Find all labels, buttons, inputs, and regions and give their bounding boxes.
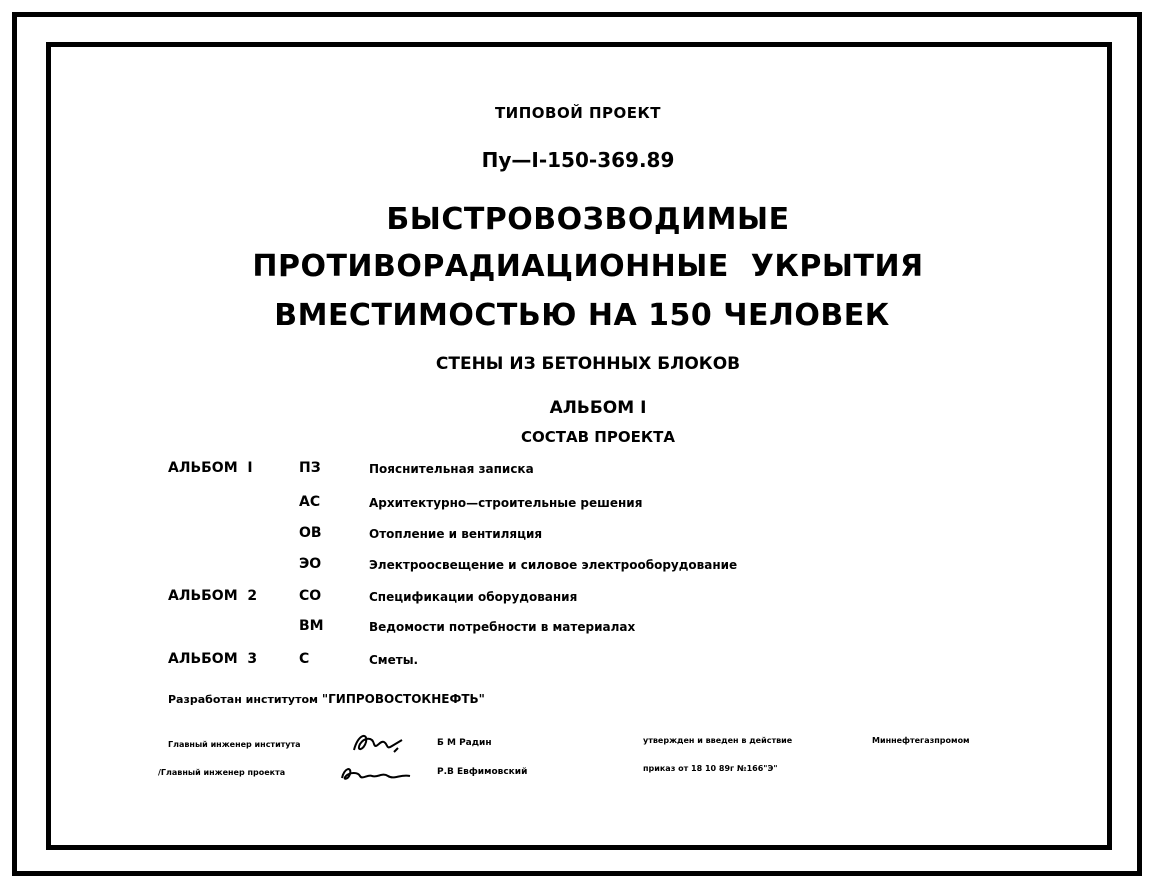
code-cell: ВМ <box>299 618 324 634</box>
chief-engineer-institute-name: Б М Радин <box>437 738 492 748</box>
developer-line <box>168 692 485 706</box>
title-line-1: БЫСТРОВОЗВОДИМЫЕ <box>386 202 790 237</box>
developer-prefix: Разработан институтом <box>168 693 319 706</box>
signature-radin <box>350 728 410 758</box>
code-cell: ОВ <box>299 525 322 541</box>
desc-cell: Ведомости потребности в материалах <box>369 620 636 634</box>
approval-text: утвержден и введен в действие <box>643 736 793 745</box>
contents-row <box>0 618 1156 640</box>
developer-institute: "ГИПРОВОСТОКНЕФТЬ" <box>321 692 485 706</box>
project-type-label: ТИПОВОЙ ПРОЕКТ <box>494 104 662 122</box>
contents-row <box>0 460 1156 482</box>
title-line-2: ПРОТИВОРАДИАЦИОННЫЕ УКРЫТИЯ <box>252 249 924 284</box>
contents-row <box>0 494 1156 516</box>
chief-engineer-project-name: Р.В Евфимовский <box>437 767 528 777</box>
contents-row <box>0 588 1156 610</box>
album-cell: АЛЬБОМ 2 <box>168 588 258 604</box>
signature-evfimovsky <box>338 758 414 786</box>
code-cell: ПЗ <box>299 460 321 476</box>
code-cell: СО <box>299 588 322 604</box>
code-cell: АС <box>299 494 321 510</box>
desc-cell: Пояснительная записка <box>369 462 534 476</box>
desc-cell: Архитектурно—строительные решения <box>369 496 643 510</box>
code-cell: С <box>299 651 310 667</box>
contents-heading: СОСТАВ ПРОЕКТА <box>521 428 675 446</box>
approval-order: приказ от 18 10 89г №166"Э" <box>643 764 778 773</box>
title-line-3: ВМЕСТИМОСТЬЮ НА 150 ЧЕЛОВЕК <box>274 298 890 333</box>
code-cell: ЭО <box>299 556 322 572</box>
desc-cell: Электроосвещение и силовое электрооборудование <box>369 558 738 572</box>
album-label: АЛЬБОМ I <box>549 398 647 418</box>
desc-cell: Спецификации оборудования <box>369 590 578 604</box>
project-code: Пу—I-150-369.89 <box>481 148 675 172</box>
chief-engineer-project-label: /Главный инженер проекта <box>158 768 286 777</box>
chief-engineer-institute-label: Главный инженер института <box>168 740 301 749</box>
album-cell: АЛЬБОМ 3 <box>168 651 258 667</box>
subtitle: СТЕНЫ ИЗ БЕТОННЫХ БЛОКОВ <box>435 354 741 374</box>
approval-ministry: Миннефтегазпромом <box>872 736 970 745</box>
desc-cell: Отопление и вентиляция <box>369 527 543 541</box>
contents-row <box>0 556 1156 578</box>
contents-row <box>0 525 1156 547</box>
desc-cell: Сметы. <box>369 653 419 667</box>
contents-row <box>0 651 1156 673</box>
album-cell: АЛЬБОМ I <box>168 460 253 476</box>
